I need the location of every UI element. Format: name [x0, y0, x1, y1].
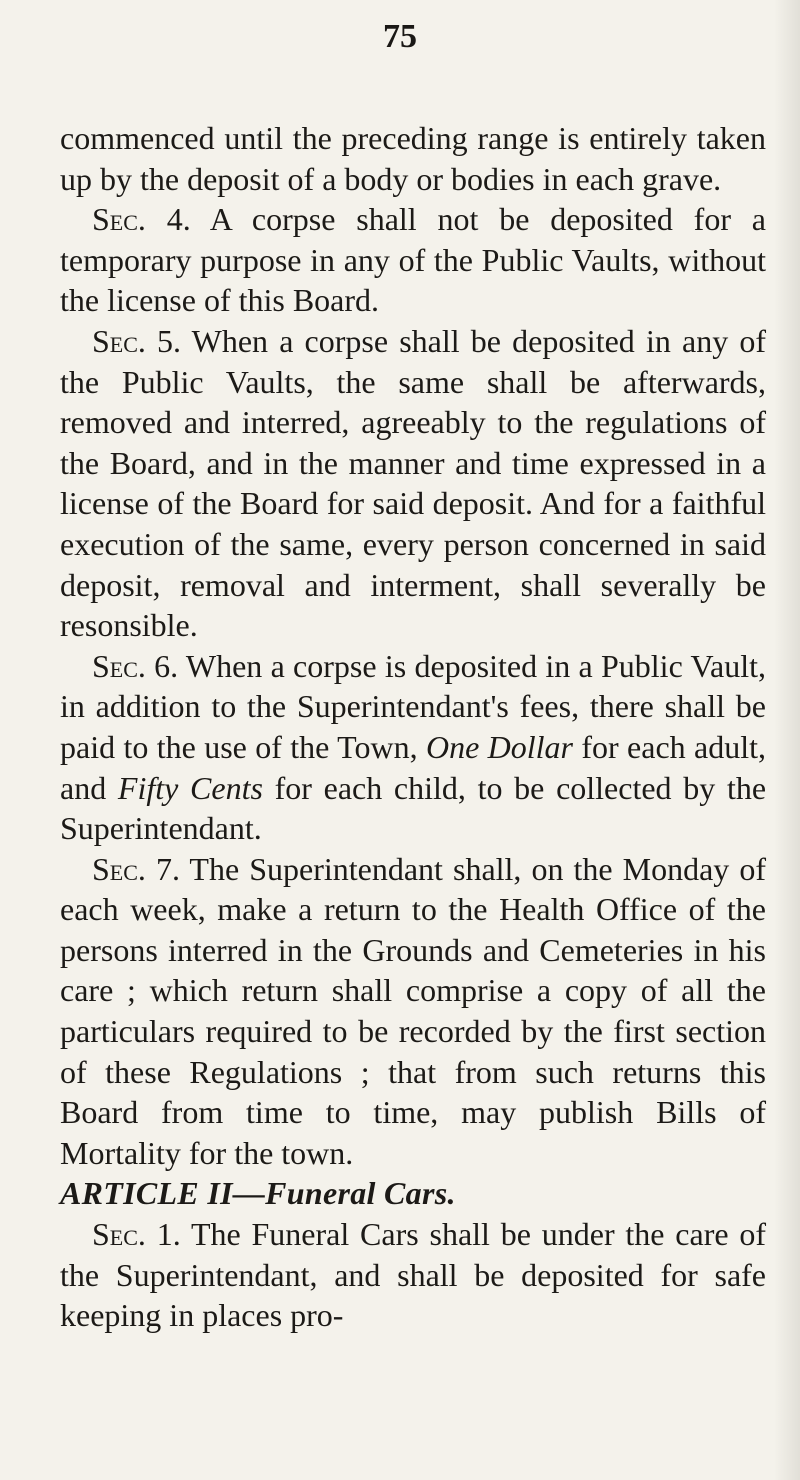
- section-label: Sec. 4.: [92, 201, 191, 238]
- section-text: for each adult, and: [60, 728, 767, 806]
- fee-child: Fifty Cents: [117, 769, 263, 806]
- section-5: [60, 321, 766, 646]
- section-6: [60, 646, 766, 849]
- page-number: 75: [383, 18, 417, 55]
- section-7: [60, 849, 766, 1174]
- section-label: Sec. 1.: [92, 1216, 181, 1253]
- article-heading: ARTICLE II—Funeral Cars.: [60, 1175, 456, 1212]
- section-label: Sec. 5.: [92, 322, 182, 359]
- section-label: Sec. 7.: [92, 850, 180, 887]
- section-text: The Funeral Cars shall be under the care of the Superintendant, and shall be deposited for safe keeping in places pro-: [60, 1216, 767, 1334]
- section-text: for each child, to be collected by the Superintendant.: [60, 769, 767, 847]
- section-text: The Superintendant shall, on the Monday of each week, make a return to the Health Office of the persons interred in the Grounds and Cemeteries in his care ; which return shall comprise a copy of all the particulars required to be recorded by the first section of these Regulations ; that from such returns this Board from time to time, may publish Bills of Mortality for the town.: [60, 850, 766, 1171]
- paragraph-continuation: [60, 118, 766, 199]
- section-text: When a corpse is deposited in a Public Vault, in addition to the Superintendant's fees, there shall be paid to the use of the Town,: [60, 647, 767, 765]
- section-4: [60, 199, 766, 321]
- page-edge-shadow: [774, 0, 800, 1480]
- article-2-section-1: [60, 1214, 766, 1336]
- section-text: A corpse shall not be deposited for a temporary purpose in any of the Public Vaults, without the license of this Board.: [60, 201, 767, 319]
- section-text: When a corpse shall be deposited in any of the Public Vaults, the same shall be afterwards, removed and interred, agreeably to the regulations of the Board, and in the manner and time expressed in a license of the Board for said deposit. And for a faithful execution of the same, every person concerned in said deposit, removal and interment, shall severally be resonsible.: [60, 322, 766, 644]
- fee-adult: One Dollar: [425, 728, 573, 765]
- body-text: [60, 118, 766, 1336]
- section-label: Sec. 6.: [92, 647, 179, 684]
- paragraph-text: commenced until the preceding range is entirely taken up by the deposit of a body or bodies in each grave.: [60, 120, 766, 197]
